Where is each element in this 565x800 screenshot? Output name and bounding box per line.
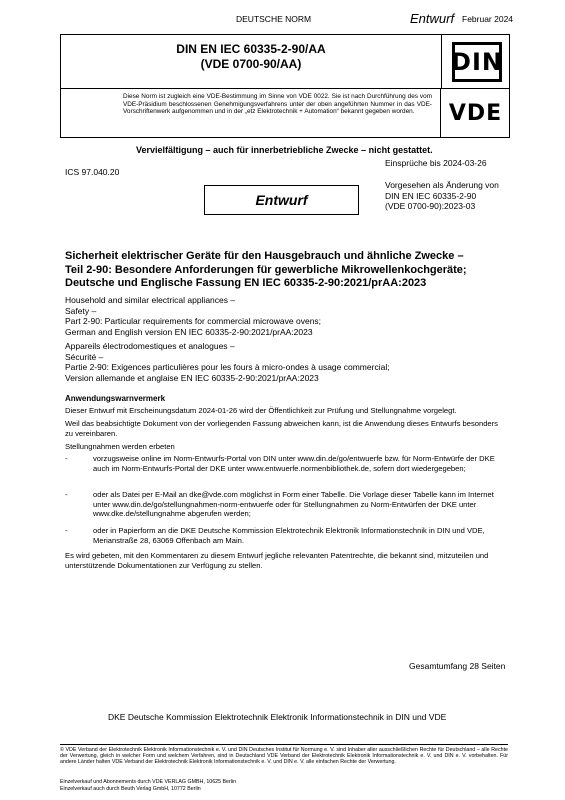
list-item (65, 490, 505, 522)
title-line: German and English version EN IEC 60335-2-90:2021/prAA:2023 (65, 326, 313, 337)
notice-paragraph: Weil das beabsichtigte Dokument von der vorliegenden Fassung abweichen kann, ist die Anwendung dieses Entwurfs besonders zu vereinbaren. (65, 419, 498, 438)
vde-note: Diese Norm ist zugleich eine VDE-Bestimmung im Sinne von VDE 0022. Sie ist nach Durchführung des vom VDE-Präsidium beschlossenen Genehmigungsverfahrens unter der oben angeführten Nummer in das VDE-Vorschriftenwerk aufgenommen und in der „etz Elektrotechnik + Automation“ bekannt gegeben worden. (61, 89, 441, 137)
title-line: Safety – (65, 305, 97, 316)
title-line: Deutsche und Englische Fassung EN IEC 60335-2-90:2021/prAA:2023 (65, 277, 427, 289)
title-english (65, 295, 505, 337)
title-line: Appareils électrodomestiques et analogues – (65, 341, 235, 351)
title-french (65, 341, 505, 383)
standard-number-cell (61, 35, 442, 89)
sales-note: Einzelverkauf auch durch Beuth Verlag GmbH, 10772 Berlin (60, 786, 201, 792)
vde-logo-cell (442, 89, 509, 137)
din-logo-icon: DIN (452, 42, 502, 82)
title-line: Sicherheit elektrischer Geräte für den Hausgebrauch und ähnliche Zwecke – (65, 250, 464, 262)
bullet-dash: - (65, 490, 68, 499)
vde-number: (VDE 0700-90/AA) (200, 57, 302, 71)
copyright-notice: © VDE Verband der Elektrotechnik Elektronik Informationstechnik e. V. und DIN Deutsches Institut für Normung e. V. sind Inhaber aller ausschließlichen Rechte für Deutschland – alle Rechte der Verwertung, gleich in welcher Form und welchem Verfahren, sind in Deutschland VDE Verband der Elektrotechnik Elektronik Informationstechnik e. V. und DIN e. V. vorbehalten. Für andere Länder halten VDE Verband der Elektrotechnik Elektronik Informationstechnik e. V. und DIN e. V. alle einfachen Rechte der Verwertung. (60, 747, 508, 766)
list-item (65, 454, 505, 486)
title-line: Part 2-90: Particular requirements for commercial microwave ovens; (65, 316, 322, 326)
notice-paragraph: Dieser Entwurf mit Erscheinungsdatum 2024-01-26 wird der Öffentlichkeit zur Prüfung und Stellungnahme vorgelegt. (65, 406, 457, 415)
comments-deadline: Einsprüche bis 2024-03-26 (385, 158, 487, 168)
total-pages: Gesamtumfang 28 Seiten (409, 661, 506, 671)
title-box (60, 34, 510, 138)
bullet-dash: - (65, 526, 68, 535)
title-line: Partie 2-90: Exigences particulières pour les fours à micro-ondes à usage commercial; (65, 362, 390, 372)
title-line: Teil 2-90: Besondere Anforderungen für gewerbliche Mikrowellenkochgeräte; (65, 263, 467, 276)
draft-status-label: Entwurf (410, 11, 455, 26)
publisher: DKE Deutsche Kommission Elektrotechnik Elektronik Informationstechnik in DIN und VDE (108, 712, 447, 722)
title-line: Version allemande et anglaise EN IEC 60335-2-90:2021/prAA:2023 (65, 372, 319, 383)
notice-paragraph: Es wird gebeten, mit den Kommentaren zu diesem Entwurf jegliche relevanten Patentrechte, die bekannt sind, mitzuteilen und unterstützende Dokumentationen zur Verfügung zu stellen. (65, 551, 489, 570)
din-logo-cell (442, 35, 509, 89)
planned-change-line: Vorgesehen als Änderung von (385, 180, 499, 190)
ics-code: ICS 97.040.20 (65, 167, 120, 177)
title-german (65, 250, 505, 291)
vde-logo-icon: VDE (448, 100, 503, 126)
planned-change (385, 180, 499, 212)
reproduction-notice: Vervielfältigung – auch für innerbetriebliche Zwecke – nicht gestattet. (136, 145, 433, 155)
list-item-text: vorzugsweise online im Norm-Entwurfs-Portal von DIN unter www.din.de/go/entwuerfe bzw. für Norm-Entwürfe der DKE auch im Norm-Entwurfs-Portal der DKE unter www.entwuerfe.normenbibliothek.de, sofern dort wiedergegeben; (93, 454, 495, 473)
list-item (65, 526, 505, 548)
planned-change-line: DIN EN IEC 60335-2-90 (385, 190, 477, 201)
notice-heading: Anwendungswarnvermerk (65, 394, 166, 403)
list-item-text: oder als Datei per E-Mail an dke@vde.com möglichst in Form einer Tabelle. Die Vorlage dieser Tabelle kann im Internet unter www.din.de/go/stellungnahmen-norm-entwuerfe oder für Stellungnahmen zu Norm-Entwürfen der DKE unter www.dke.de/stellungnahme abgerufen werden; (93, 490, 494, 519)
norm-type-label: DEUTSCHE NORM (236, 14, 312, 24)
list-item-text: oder in Papierform an die DKE Deutsche Kommission Elektrotechnik Elektronik Informationstechnik in DIN und VDE, Merianstraße 28, 63069 Offenbach am Main. (93, 526, 485, 545)
planned-change-line: (VDE 0700-90):2023-03 (385, 201, 476, 211)
title-line: Household and similar electrical appliances – (65, 295, 236, 305)
title-line: Sécurité – (65, 351, 104, 362)
standard-number: DIN EN IEC 60335-2-90/AA (176, 42, 326, 56)
bullet-dash: - (65, 454, 68, 463)
footer-divider (60, 744, 508, 745)
draft-box: Entwurf (204, 185, 359, 215)
notice-paragraph: Stellungnahmen werden erbeten (65, 442, 175, 451)
sales-note: Einzelverkauf und Abonnements durch VDE VERLAG GMBH, 10625 Berlin (60, 779, 237, 785)
publication-date: Februar 2024 (462, 14, 514, 24)
